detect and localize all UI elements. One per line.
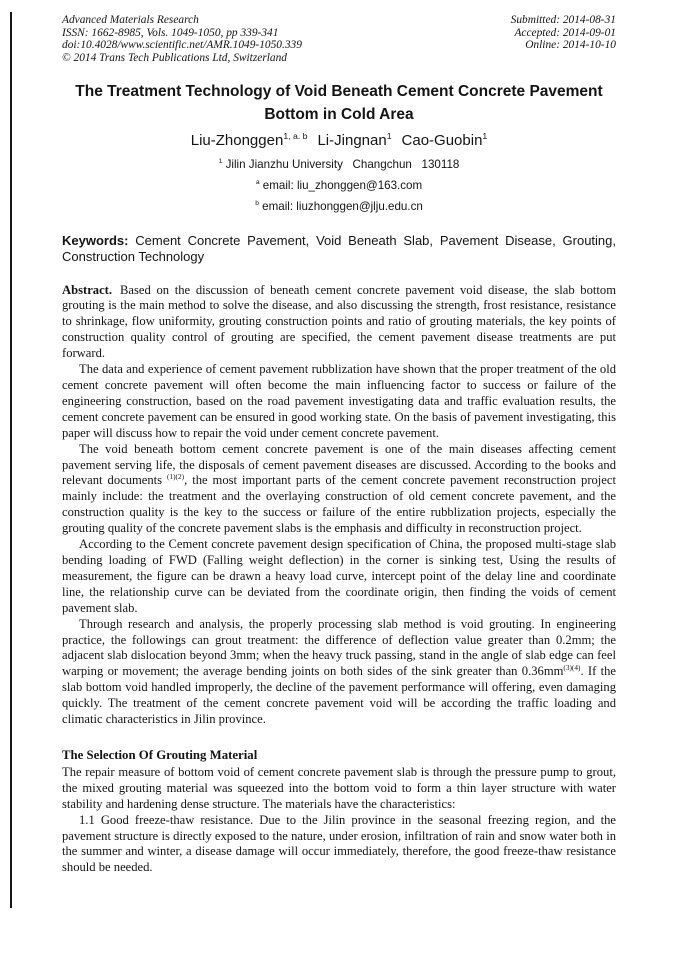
- paragraph-text: The data and experience of cement pavement rubblization have shown that the proper treatment of the old cement concrete pavement will often become the main influencing factor to success or failure of the engineering construction, based on the road pavement investigating data and traffic evaluation results, the cement concrete pavement can be ensured in good working state. On the basis of pavement investigating, this paper will discuss how to repair the void under cement concrete pavement.: [62, 362, 616, 440]
- journal-header-line: ISSN: 1662-8985, Vols. 1049-1050, pp 339-341: [62, 26, 279, 39]
- email-line: $^b$ email: liuzhonggen@jlju.edu.cn: [255, 199, 423, 213]
- emails-block: [62, 179, 616, 214]
- citation-superscript: (3)(4): [563, 663, 581, 673]
- authors-line: [62, 131, 616, 151]
- abstract-block: [62, 283, 616, 728]
- paragraph: [62, 283, 616, 363]
- paragraph-text: . If the slab bottom void handled improperly, the decline of the pavement performance will offering, even damaging quickly. The treatment of the cement concrete pavement void will be according the traffic loading and climatic characteristics in Jilin province.: [62, 664, 616, 727]
- author-superscript: 1: [386, 130, 392, 141]
- journal-header-line: © 2014 Trans Tech Publications Ltd, Switzerland: [62, 51, 287, 64]
- section-block: [62, 765, 616, 876]
- journal-header-line: doi:10.4028/www.scientific.net/AMR.1049-1050.339: [62, 39, 302, 52]
- journal-header: [62, 14, 616, 64]
- paper-title-line: Bottom in Cold Area: [264, 105, 414, 123]
- email-superscript: b: [255, 199, 259, 207]
- paragraph: [62, 813, 616, 877]
- journal-header-right: [511, 14, 616, 64]
- paragraph-text: The void beneath bottom cement concrete pavement is one of the main diseases affecting cement pavement serving life, the disposals of cement pavement diseases are discussed. According to the books and relevant documents: [62, 441, 616, 488]
- journal-header-line: Submitted: 2014-08-31: [510, 14, 616, 26]
- author-name: Liu-Zhonggen$^{1, a. b}$: [190, 130, 308, 149]
- affiliation-superscript: 1: [218, 157, 223, 165]
- paragraph-text: According to the Cement concrete pavement design specification of China, the proposed multi-stage slab bending loading of FWD (Falling weight deflection) in the corner is sinking test, Using the results of measurement, the figure can be drawn a heavy load curve, intercept point of the delay line and coordinate line, the relationship curve can be deviated from the coordinate origin, then finding the voids of cement pavement slab.: [62, 537, 616, 615]
- journal-header-line: Online: 2014-10-10: [525, 39, 616, 52]
- paragraph-text: Based on the discussion of beneath cement concrete pavement void disease, the slab bottom grouting is the main method to solve the disease, and also discussing the strength, frost resistance, resistance to shrinkage, flow uniformity, grouting construction points and ratio of grouting materials, the key points of construction quality control of grouting are specified, the cement pavement disease treatments are put forward.: [62, 282, 616, 361]
- journal-header-line: Accepted: 2014-09-01: [514, 26, 616, 39]
- keywords-text: Cement Concrete Pavement, Void Beneath Slab, Pavement Disease, Grouting, Construction Technology: [62, 232, 616, 264]
- email-line: $^a$ email: liu_zhonggen@163.com: [255, 178, 423, 192]
- citation-superscript: (1)(2): [167, 472, 185, 482]
- paragraph-text: , the most important parts of the cement concrete pavement reconstruction project mainly include: the treatment and the overlaying construction of old cement concrete pavement, and the construction quality is the key to the success or failure of the entire rubblization projects, especially the grouting quality of the concrete pavement slabs is the emphasis and difficulty in reconstruction project.: [62, 473, 616, 536]
- scan-artifact-line: [10, 12, 12, 908]
- paper-title-line: The Treatment Technology of Void Beneath Cement Concrete Pavement: [75, 83, 603, 101]
- author-superscript: 1, a. b: [283, 130, 308, 141]
- bold-lead: Abstract.: [62, 282, 113, 297]
- paragraph-text: The repair measure of bottom void of cement concrete pavement slab is through the pressure pump to grout, the mixed grouting material was squeezed into the bottom void to form a thin layer structure with water stability and hardening dense structure. The materials have the characteristics:: [62, 764, 616, 811]
- paragraph: [62, 765, 616, 813]
- keywords-label: Keywords:: [62, 232, 129, 248]
- affiliation-line: $^1$ Jilin Jianzhu University Changchun 130118: [218, 157, 460, 171]
- journal-header-left: [62, 14, 302, 64]
- paragraph: [62, 442, 616, 537]
- author-name: Cao-Guobin$^1$: [401, 130, 488, 149]
- author-name: Li-Jingnan$^1$: [317, 130, 392, 149]
- paragraph: [62, 362, 616, 442]
- journal-header-line: Advanced Materials Research: [62, 14, 199, 26]
- section-heading: The Selection Of Grouting Material: [62, 747, 258, 762]
- author-superscript: 1: [482, 130, 488, 141]
- keywords-block: [62, 233, 616, 265]
- email-superscript: a: [255, 178, 260, 186]
- paragraph-text: 1.1 Good freeze-thaw resistance. Due to the Jilin province in the seasonal freezing region, and the pavement structure is directly exposed to the nature, under erosion, infiltration of rain and snow water both in the summer and winter, a disease damage will occur immediately, therefore, the good freeze-thaw resistance should be needed.: [62, 812, 616, 875]
- paper-title: [62, 81, 616, 126]
- paragraph: [62, 537, 616, 617]
- paragraph: [62, 617, 616, 728]
- paragraph-text: Through research and analysis, the properly processing slab method is void grouting. In engineering practice, the followings can grout treatment: the difference of deflection value greater than 0.2mm; the adjacent slab dislocation beyond 3mm; when the heavy truck passing, stand in the angle of slab edge can feel warping or movement; the average bending joints on both sides of the sink greater than 0.36mm: [62, 616, 616, 679]
